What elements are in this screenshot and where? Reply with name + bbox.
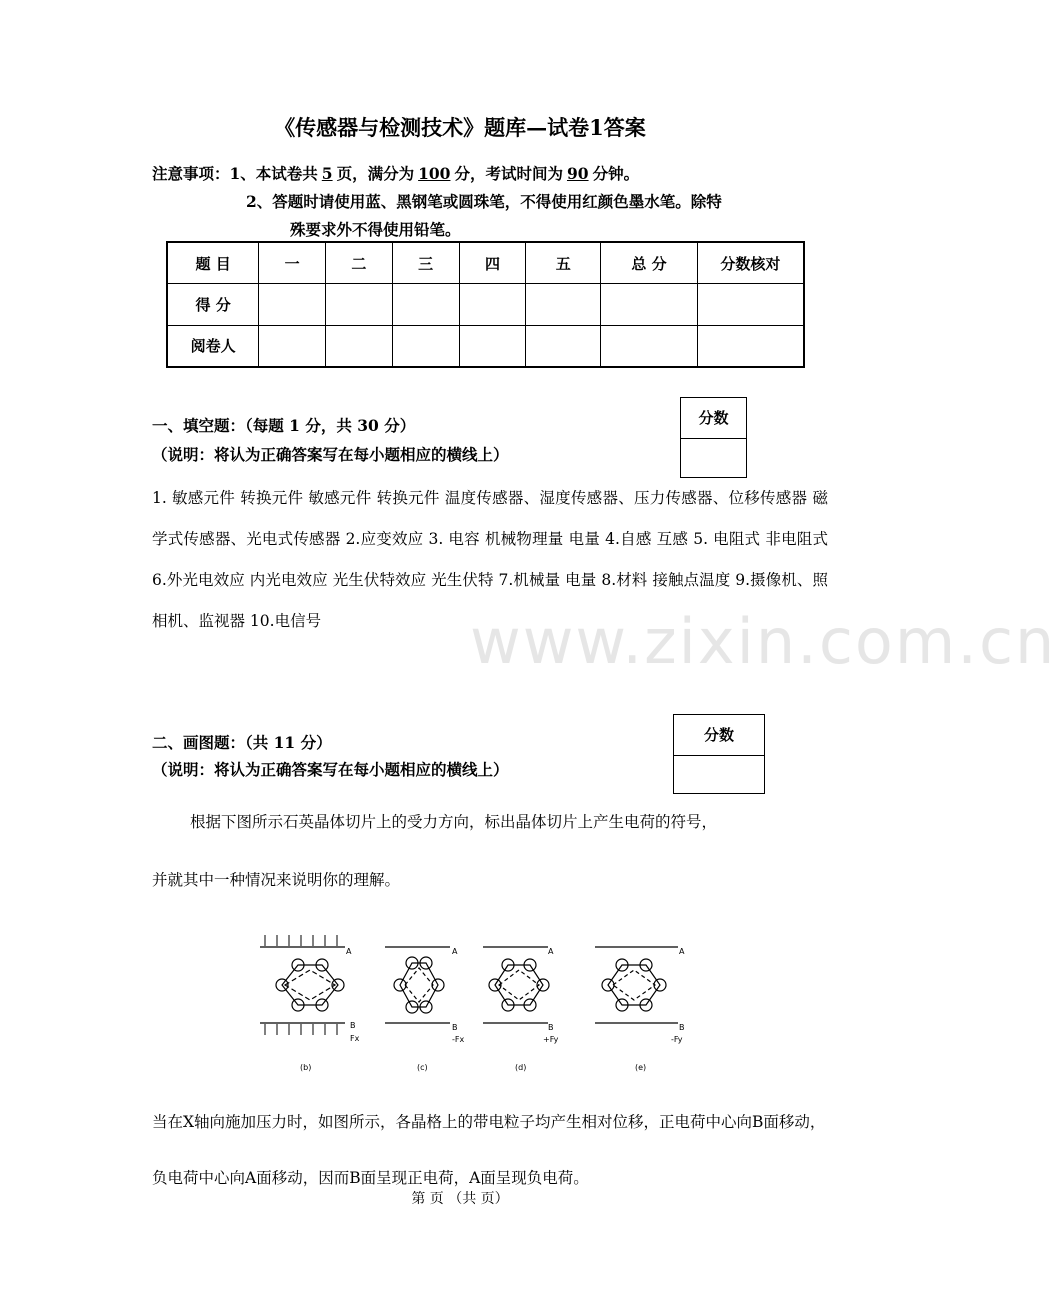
caption-d: (d) (515, 1063, 527, 1072)
question-line-2: 并就其中一种情况来说明你的理解。 (152, 871, 401, 889)
section1-heading: 一、填空题：（每题 1 分，共 30 分） (152, 416, 416, 435)
label-a: A (548, 947, 554, 956)
label-b: B (548, 1023, 554, 1032)
figure-panel-d (483, 947, 559, 1072)
label-a: A (452, 947, 458, 956)
score-cell[interactable] (601, 325, 698, 367)
watermark: www.zixin.com.cn (470, 605, 1056, 678)
header-cell: 二 (325, 242, 392, 284)
score-box-input[interactable] (674, 756, 764, 793)
page-footer: 第 页 （共 页） (411, 1191, 509, 1207)
score-box-label: 分数 (681, 398, 746, 439)
question-line-1: 根据下图所示石英晶体切片上的受力方向，标出晶体切片上产生电荷的符号， (190, 813, 718, 831)
header-cell: 三 (392, 242, 459, 284)
label-fy-neg: -Fy (671, 1035, 683, 1044)
caption-c: (c) (417, 1063, 428, 1072)
quartz-crystal-figure (255, 930, 705, 1075)
score-cell[interactable] (259, 325, 326, 367)
figure-panel-b (260, 935, 360, 1072)
score-table (166, 241, 805, 368)
caption-e: (e) (635, 1063, 647, 1072)
section2-note: （说明：将认为正确答案写在每小题相应的横线上） (152, 760, 509, 779)
header-cell: 题 目 (167, 242, 259, 284)
header-cell: 五 (526, 242, 601, 284)
figure-panel-e (595, 947, 685, 1072)
header-cell: 总 分 (601, 242, 698, 284)
section1-note: （说明：将认为正确答案写在每小题相应的横线上） (152, 445, 509, 464)
header-cell: 四 (459, 242, 526, 284)
label-b: B (350, 1021, 356, 1030)
section2-score-box (673, 714, 765, 794)
page-count: 5 (321, 164, 333, 183)
score-cell[interactable] (459, 284, 526, 325)
label-b: B (452, 1023, 458, 1032)
score-table-row (167, 284, 804, 325)
row-label: 得 分 (167, 284, 259, 325)
score-box-label: 分数 (674, 715, 764, 756)
label-fx: Fx (350, 1034, 360, 1043)
caption-b: (b) (300, 1063, 312, 1072)
score-cell[interactable] (697, 284, 804, 325)
score-cell[interactable] (526, 325, 601, 367)
notice-line-1: 注意事项：1、本试卷共 5 页，满分为 100 分，考试时间为 90 分钟。 (152, 164, 640, 183)
score-table-header-row (167, 242, 804, 284)
section2-heading: 二、画图题：（共 11 分） (152, 733, 332, 752)
header-cell: 分数核对 (697, 242, 804, 284)
section2-answer: 当在X轴向施加压力时，如图所示，各晶格上的带电粒子均产生相对位移，正电荷中心向B面移动，负电荷中心向A面移动，因而B面呈现正电荷，A面呈现负电荷。 (152, 1113, 826, 1187)
score-cell[interactable] (325, 325, 392, 367)
document-title: 《传感器与检测技术》题库—试卷1答案 (274, 115, 646, 140)
score-cell[interactable] (392, 284, 459, 325)
score-cell[interactable] (325, 284, 392, 325)
header-cell: 一 (259, 242, 326, 284)
score-cell[interactable] (259, 284, 326, 325)
label-a: A (679, 947, 685, 956)
exam-minutes: 90 (566, 164, 589, 183)
score-cell[interactable] (601, 284, 698, 325)
figure-panel-c (385, 947, 464, 1072)
label-a: A (346, 947, 352, 956)
notice-line-3: 殊要求外不得使用铅笔。 (290, 220, 461, 239)
score-cell[interactable] (697, 325, 804, 367)
label-fx-neg: -Fx (452, 1035, 465, 1044)
notice-line-2: 2、答题时请使用蓝、黑钢笔或圆珠笔，不得使用红颜色墨水笔。除特 (246, 192, 722, 211)
label-b: B (679, 1023, 685, 1032)
score-cell[interactable] (459, 325, 526, 367)
section1-answers: 1. 敏感元件 转换元件 敏感元件 转换元件 温度传感器、湿度传感器、压力传感器、位移传感器 磁学式传感器、光电式传感器 2.应变效应 3. 电容 机械物理量 电量 4.自感 互感 5. 电阻式 非电阻式 6.外光电效应 内光电效应 光生伏特效应 光生伏特 7.机械量 电量 8.材料 接触点温度 9.摄像机、照相机、监视器 10.电信号 (152, 489, 828, 630)
score-box-input[interactable] (681, 439, 746, 477)
label-fy: +Fy (543, 1035, 559, 1044)
row-label: 阅卷人 (167, 325, 259, 367)
full-score: 100 (418, 164, 451, 183)
score-cell[interactable] (392, 325, 459, 367)
score-cell[interactable] (526, 284, 601, 325)
section1-score-box (680, 397, 747, 478)
score-table-row (167, 325, 804, 367)
